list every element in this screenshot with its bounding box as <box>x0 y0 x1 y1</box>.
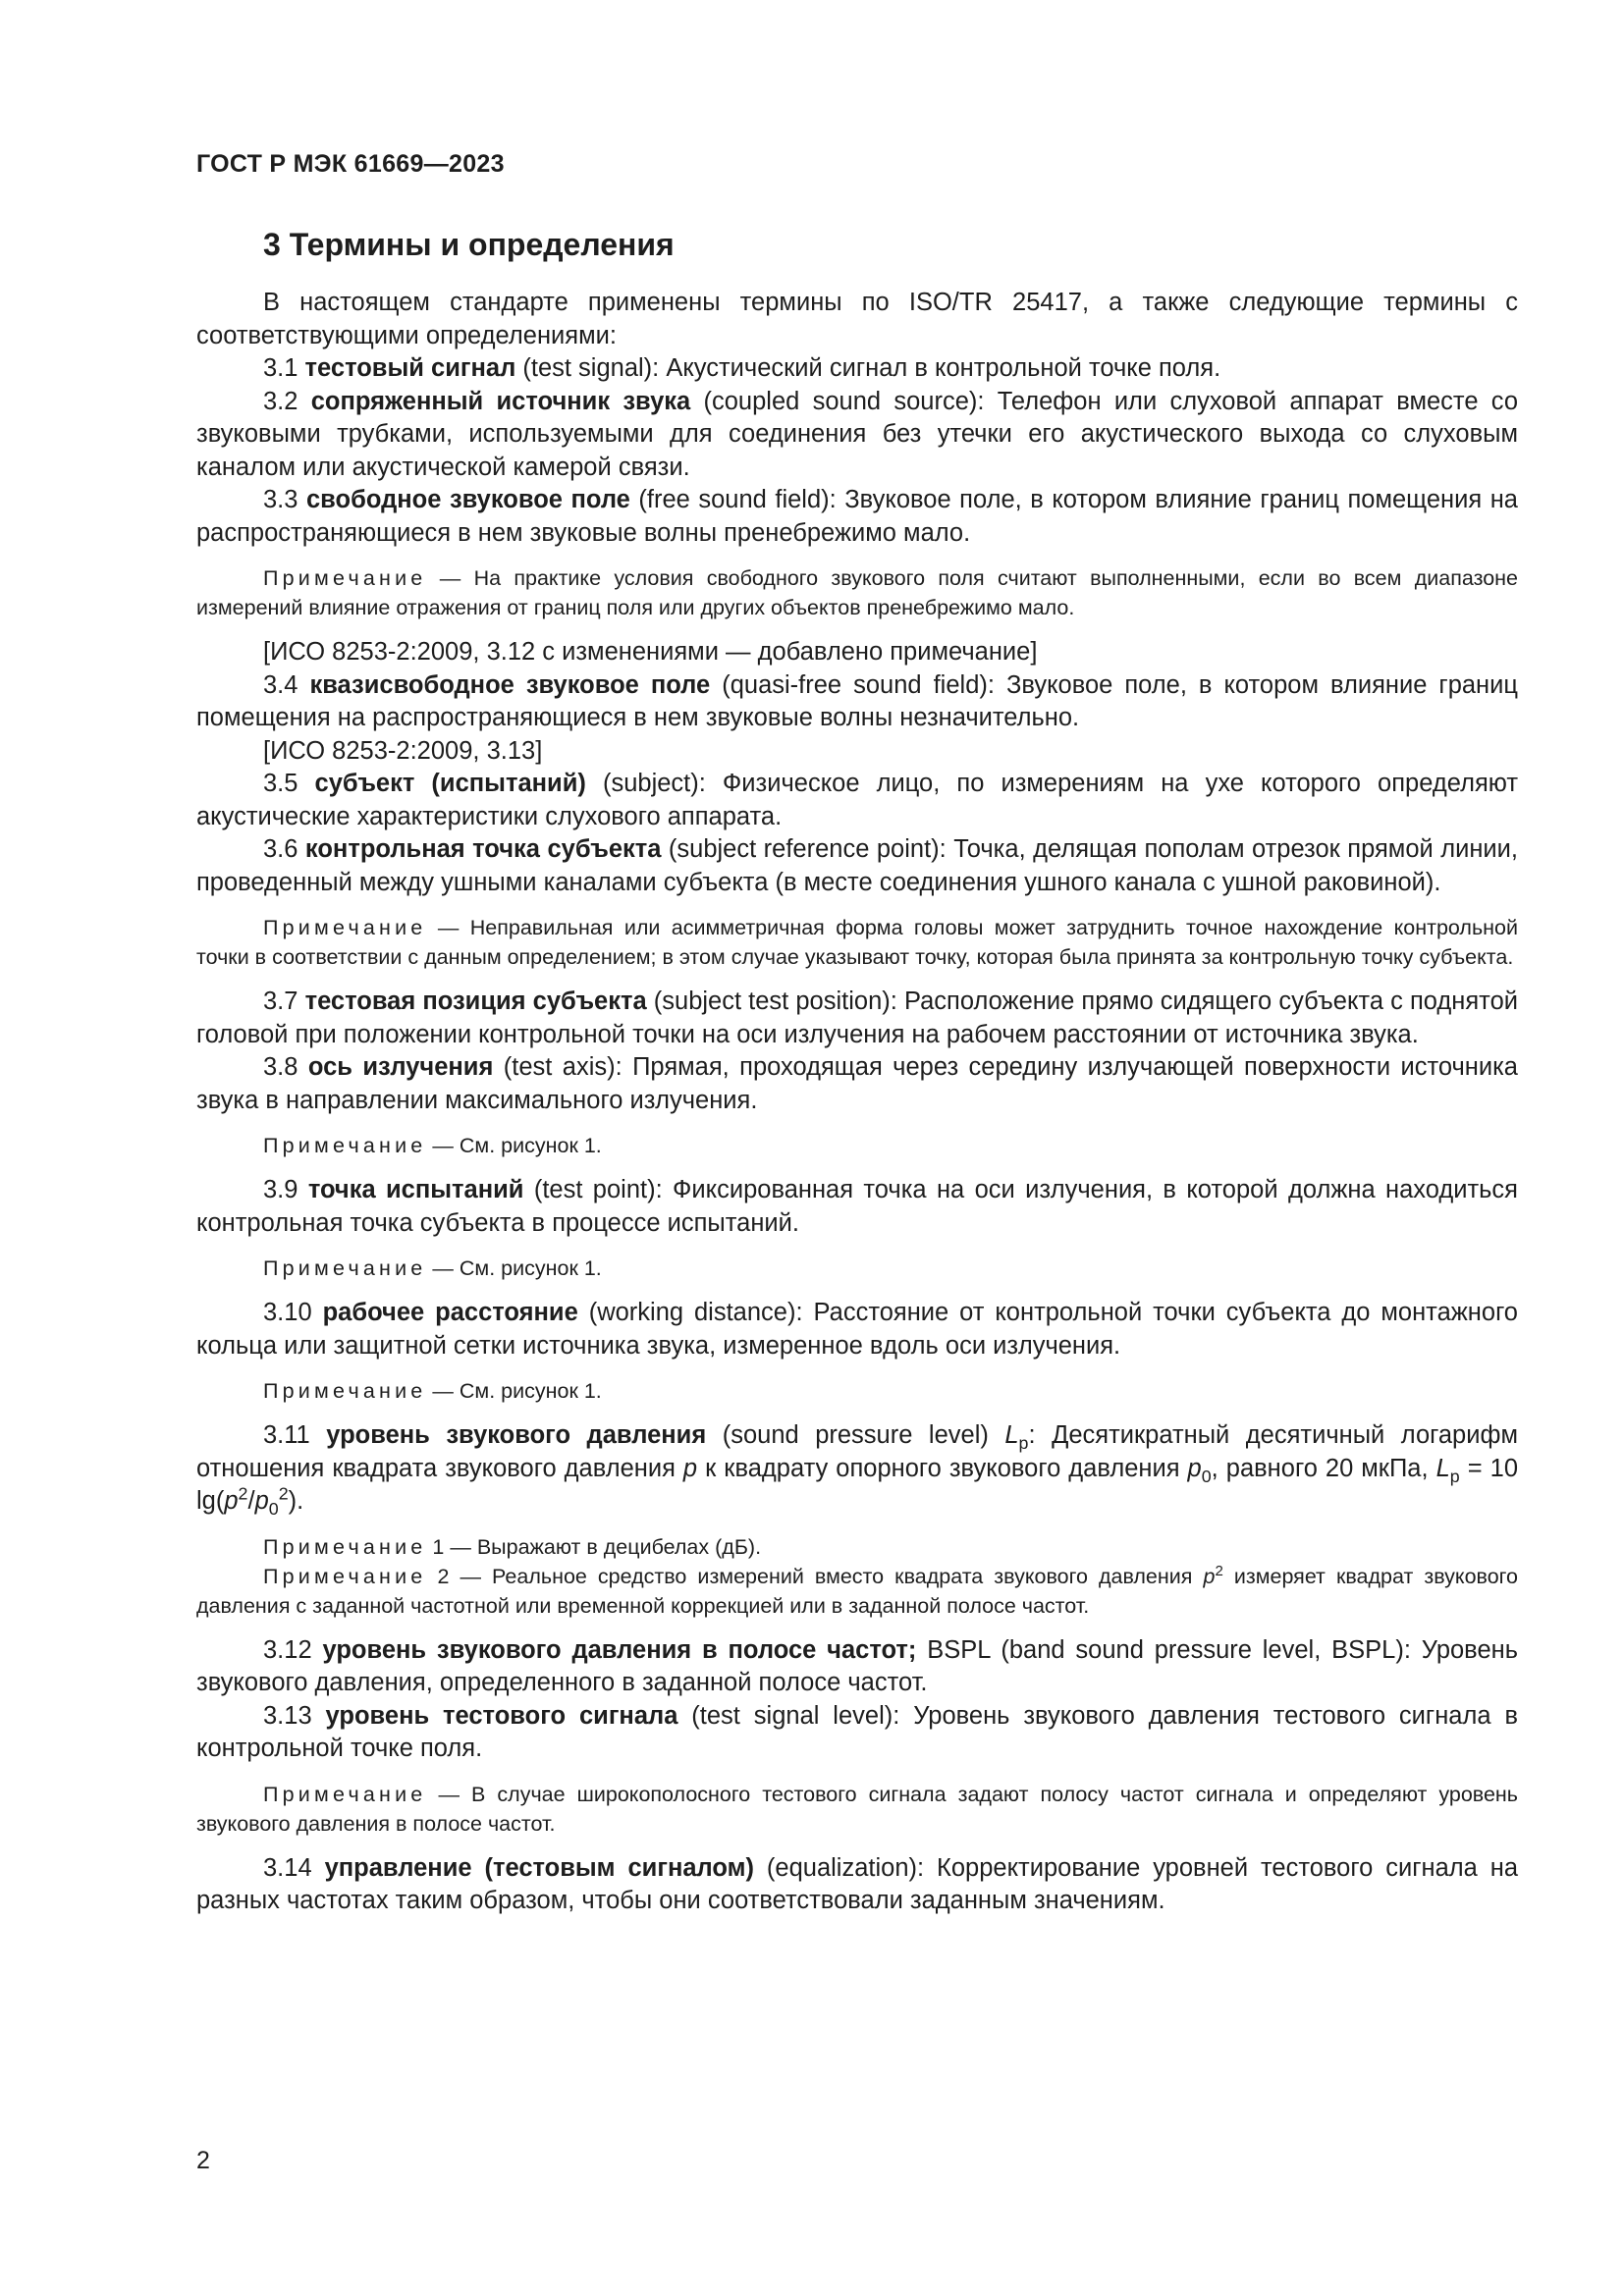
term-name: уровень звукового давления <box>326 1421 707 1449</box>
term-3-13: 3.13 уровень тестового сигнала (test signal level): Уровень звукового давления тестового сигнала в контрольной точке поля. <box>196 1701 1518 1762</box>
term-name: рабочее расстояние <box>322 1299 578 1326</box>
term-3-6: 3.6 контрольная точка субъекта (subject reference point): Точка, делящая пополам отрезок прямой линии, проведенный между ушными каналами субъекта (в месте соединения ушного канала с ушной раковиной). <box>196 835 1518 896</box>
term-3-7: 3.7 тестовая позиция субъекта (subject test position): Расположение прямо сидящего субъекта с поднятой головой при положении контрольной точки на оси излучения на рабочем расстоянии от источника звука. <box>196 988 1518 1048</box>
page-number: 2 <box>196 2147 210 2174</box>
term-name: контрольная точка субъекта <box>304 835 662 863</box>
term-name: тестовая позиция субъекта <box>304 988 647 1015</box>
note-3-13: Примечание — В случае широкополосного тестового сигнала задают полосу частот сигнала и определяют уровень звукового давления в полосе частот. <box>196 1782 1518 1836</box>
term-3-11: 3.11 уровень звукового давления (sound pressure level) $L_p$: Десятикратный десятичный логарифм отношения квадрата звукового давления p к квадрату опорного звукового давления $p_0$, равного 20 мкПа, $L_p = 10$ $\lg(p^2/p_0^2)$. <box>196 1421 1518 1520</box>
term-name: субъект (испытаний) <box>314 770 586 797</box>
term-3-14: 3.14 управление (тестовым сигналом) (equalization): Корректирование уровней тестового сигнала на разных частотах таким образом, чтобы они соответствовали заданным значениям. <box>196 1853 1519 1914</box>
term-3-1: 3.1 тестовый сигнал (test signal): Акустический сигнал в контрольной точке поля. <box>263 354 1221 382</box>
term-3-10: 3.10 рабочее расстояние (working distance): Расстояние от контрольной точки субъекта до монтажного кольца или защитной сетки источника звука, измеренное вдоль оси излучения. <box>196 1299 1518 1360</box>
term-name: уровень тестового сигнала <box>325 1701 678 1730</box>
term-3-5: 3.5 субъект (испытаний) (subject): Физическое лицо, по измерениям на ухе которого определяют акустические характеристики слухового аппарата. <box>196 770 1518 830</box>
document-header: ГОСТ Р МЭК 61669—2023 <box>196 150 505 178</box>
note-3-3: Примечание — На практике условия свободного звукового поля считают выполненными, если во всем диапазоне измерений влияние отражения от границ поля или других объектов пренебрежимо мало. <box>196 566 1518 619</box>
note-3-11-1: Примечание 1 — Выражают в децибелах (дБ). <box>263 1534 762 1559</box>
term-name: свободное звуковое поле <box>305 486 630 513</box>
term-name: квазисвободное звуковое поле <box>309 670 711 699</box>
note-3-6: Примечание — Неправильная или асимметричная форма головы может затруднить точное нахождение контрольной точки в соответствии с данным определением; в этом случае указывают точку, которая была принята за контрольную точку субъекта. <box>196 916 1518 969</box>
term-3-8: 3.8 ось излучения (test axis): Прямая, проходящая через середину излучающей поверхности источника звука в направлении максимального излучения. <box>196 1053 1518 1114</box>
note-3-11-2: Примечание 2 — Реальное средство измерений вместо квадрата звукового давления $p^2$ измеряет квадрат звукового давления с заданной частотной или временной коррекцией или в заданной полосе частот. <box>196 1562 1518 1618</box>
term-3-9: 3.9 точка испытаний (test point): Фиксированная точка на оси излучения, в которой должна находиться контрольная точка субъекта в процессе испытаний. <box>196 1176 1518 1237</box>
intro-paragraph: В настоящем стандарте применены термины по ISO/TR 25417, а также следующие термины с соответствующими определениями: <box>196 289 1518 349</box>
document-body <box>196 287 1518 1918</box>
note-3-8: Примечание — См. рисунок 1. <box>263 1134 602 1157</box>
term-3-12: 3.12 уровень звукового давления в полосе частот; BSPL (band sound pressure level, BSPL): Уровень звукового давления, определенного в заданной полосе частот. <box>196 1635 1518 1696</box>
note-3-10: Примечание — См. рисунок 1. <box>263 1379 602 1403</box>
source-3-4: [ИСО 8253-2:2009, 3.13] <box>263 736 543 765</box>
term-name: точка испытаний <box>307 1176 524 1203</box>
term-name: сопряженный источник звука <box>310 387 691 415</box>
term-3-3: 3.3 свободное звуковое поле (free sound field): Звуковое поле, в котором влияние границ помещения на распространяющиеся в нем звуковые волны пренебрежимо мало. <box>196 486 1518 547</box>
term-name: ось излучения <box>307 1053 494 1081</box>
term-name: управление (тестовым сигналом) <box>324 1853 754 1882</box>
note-3-9: Примечание — См. рисунок 1. <box>263 1256 602 1280</box>
source-3-3: [ИСО 8253-2:2009, 3.12 с изменениями — добавлено примечание] <box>263 638 1038 666</box>
term-3-2: 3.2 сопряженный источник звука (coupled sound source): Телефон или слуховой аппарат вместе со звуковыми трубками, используемыми для соединения без утечки его акустического выхода со слуховым каналом или акустической камерой связи. <box>196 387 1519 481</box>
term-name: тестовый сигнал <box>304 354 516 382</box>
term-name: уровень звукового давления в полосе частот; <box>322 1635 917 1664</box>
term-3-4: 3.4 квазисвободное звуковое поле (quasi-free sound field): Звуковое поле, в котором влияние границ помещения на распространяющиеся в нем звуковые волны незначительно. <box>196 670 1518 731</box>
section-title: 3 Термины и определения <box>263 227 675 262</box>
